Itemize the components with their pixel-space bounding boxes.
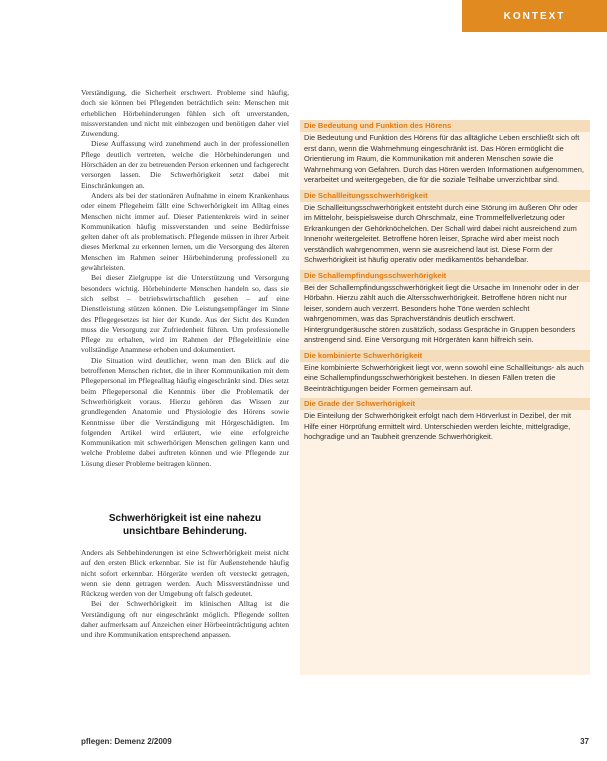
info-section-title: Die Bedeutung und Funktion des Hörens <box>300 120 590 132</box>
body-paragraph: Bei dieser Zielgruppe ist die Unterstützung und Versorgung besonders wichtig. Hörbehinderte Menschen handeln so, dass sie sich selbst – betriebswirtschaftlich gesehen – auf eine Dienstleistung stützen können. Die Leistungsempfänger im Sinne des Pflegegesetzes ist hier der Kunde. Aus der Sicht des Kunden muss die Versorgung zur Zufriedenheit führen. Um professionelle Pflege zu erhalten, wird im Rahmen der Pflegeleitlinie eine vollständige Anamnese erhoben und dokumentiert. <box>81 273 289 355</box>
info-section-text: Die Bedeutung und Funktion des Hörens für das alltägliche Leben erschließt sich oft erst dann, wenn die Wahrnehmung eingeschränkt ist. Das Hören ermöglicht die Orientierung im Raum, die Kommunikation mit anderen Menschen sowie die Wahrnehmung von Gefahren. Durch das Hören werden Informationen aufgenommen, verarbeitet und weitergegeben, die für die soziale Teilhabe unverzichtbar sind. <box>304 133 584 184</box>
section-tag-label: KONTEXT <box>503 10 566 22</box>
left-column <box>81 88 289 469</box>
body-paragraph: Diese Auffassung wird zunehmend auch in der professionellen Pflege deutlich vertreten, welche die Hörbehinderungen und Hörschäden an der zu betreuenden Person erkennen und fachgerecht versorgen lassen. Die Schwerhörigkeit setzt dabei mit Einschränkungen an. <box>81 139 289 190</box>
info-section-title: Die Grade der Schwerhörigkeit <box>300 398 590 410</box>
info-section <box>300 120 590 190</box>
info-section <box>300 398 590 447</box>
info-section-title: Die Schallempfindungsschwerhörigkeit <box>300 270 590 282</box>
info-section <box>300 270 590 350</box>
info-section-text: Eine kombinierte Schwerhörigkeit liegt vor, wenn sowohl eine Schallleitungs- als auch eine Schallempfindungsschwerhörigkeit bestehen. In diesen Fällen treten die Beeinträchtigungen beider Formen gemeinsam auf. <box>304 362 584 393</box>
info-section <box>300 350 590 399</box>
info-box <box>300 120 590 675</box>
page-number: 37 <box>580 737 589 746</box>
info-section <box>300 190 590 270</box>
info-section-text: Die Einteilung der Schwerhörigkeit erfolgt nach dem Hörverlust in Dezibel, der mit Hilfe einer Hörprüfung ermittelt wird. Unterschieden werden leichte, mittelgradige, hochgradige und an Taubheit grenzende Schwerhörigkeit. <box>304 411 572 441</box>
body-paragraph: Bei der Schwerhörigkeit im klinischen Alltag ist die Verständigung oft nur eingeschränkt möglich. Pflegende sollten daher aufmerksam auf Anzeichen einer Hörbeeinträchtigung achten und ihre Kommunikation entsprechend anpassen. <box>81 599 289 640</box>
subheading: Schwerhörigkeit ist eine nahezu unsichtbare Behinderung. <box>108 513 262 537</box>
info-section-text: Die Schallleitungsschwerhörigkeit entsteht durch eine Störung im äußeren Ohr oder im Mittelohr, beispielsweise durch Ohrschmalz, eine Trommelfellverletzung oder Erkrankungen der Gehörknöchelchen. Der Schall wird dabei nicht ausreichend zum Innenohr weitergeleitet. Betroffene hören leiser, Sprache wird aber meist noch verständlich wahrgenommen, wenn sie ausreichend laut ist. Diese Form der Schwerhörigkeit ist häufig operativ oder medikamentös behandelbar. <box>304 202 578 264</box>
info-section-title: Die Schallleitungsschwerhörigkeit <box>300 190 590 202</box>
left-column-continued <box>81 548 289 641</box>
info-section-title: Die kombinierte Schwerhörigkeit <box>300 350 590 362</box>
section-tag <box>462 0 607 32</box>
body-paragraph: Anders als bei der stationären Aufnahme in einem Krankenhaus oder einem Pflegeheim fällt eine Schwerhörigkeit im Alltag eines Menschen nicht immer auf. Dieser Patientenkreis wird in seiner Kommunikation häufig missverstanden und seine Bedürfnisse gelten daher oft als problematisch. Pflegende müssen in ihrer Arbeit dieses Merkmal zu erkennen lernen, um die Versorgung des älteren Menschen im Rahmen seiner Hörbehinderung professionell zu gewährleisten. <box>81 190 289 273</box>
body-paragraph: Die Situation wird deutlicher, wenn man den Blick auf die betroffenen Menschen richtet, die in ihrer Kommunikation mit dem Pflegepersonal im Pflegealltag häufig eingeschränkt sind. Dies setzt beim Pflegepersonal die Kenntnis über die Problematik der Schwerhörigkeit voraus. Hierzu gehören das Wissen zur grundlegenden Anatomie und Physiologie des Hörens sowie Kenntnisse über die Verständigung mit Hörgeschädigten. Im folgenden Artikel wird erläutert, wie eine erfolgreiche Kommunikation mit schwerhörigen Menschen gelingen kann und welche Probleme dabei auftreten können und wie Pflegende zur Lösung dieser Probleme beitragen können. <box>81 355 289 468</box>
info-section-text: Bei der Schallempfindungsschwerhörigkeit liegt die Ursache im Innenohr oder in der Hörbahn. Hierzu zählt auch die Altersschwerhörigkeit. Betroffene hören nicht nur leiser, sondern auch verzerrt. Besonders hohe Töne werden schlecht wahrgenommen, was das Sprachverständnis deutlich erschwert. Hintergrundgeräusche stören zusätzlich, sodass Gespräche in Gruppen besonders anstrengend sind. Eine Versorgung mit Hörgeräten kann hilfreich sein. <box>304 282 579 344</box>
body-paragraph: Anders als Sehbehinderungen ist eine Schwerhörigkeit meist nicht auf den ersten Blick erkennbar. Sie ist für Außenstehende häufig nicht sofort erkennbar. Hörgeräte werden oft versteckt getragen, wenn sie denn getragen werden. Auch Missverständnisse und Rückzug werden von der Umgebung oft falsch gedeutet. <box>81 548 289 599</box>
body-paragraph: Verständigung, die Sicherheit erschwert. Probleme sind häufig, doch sie können bei Pflegenden beträchtlich sein: Menschen mit erheblichen Hörbehinderungen fühlen sich oft unverstanden, missverstanden und nicht mit einbezogen und benötigen daher viel Zuwendung. <box>81 88 289 139</box>
footer-publication: pflegen: Demenz 2/2009 <box>81 737 172 746</box>
